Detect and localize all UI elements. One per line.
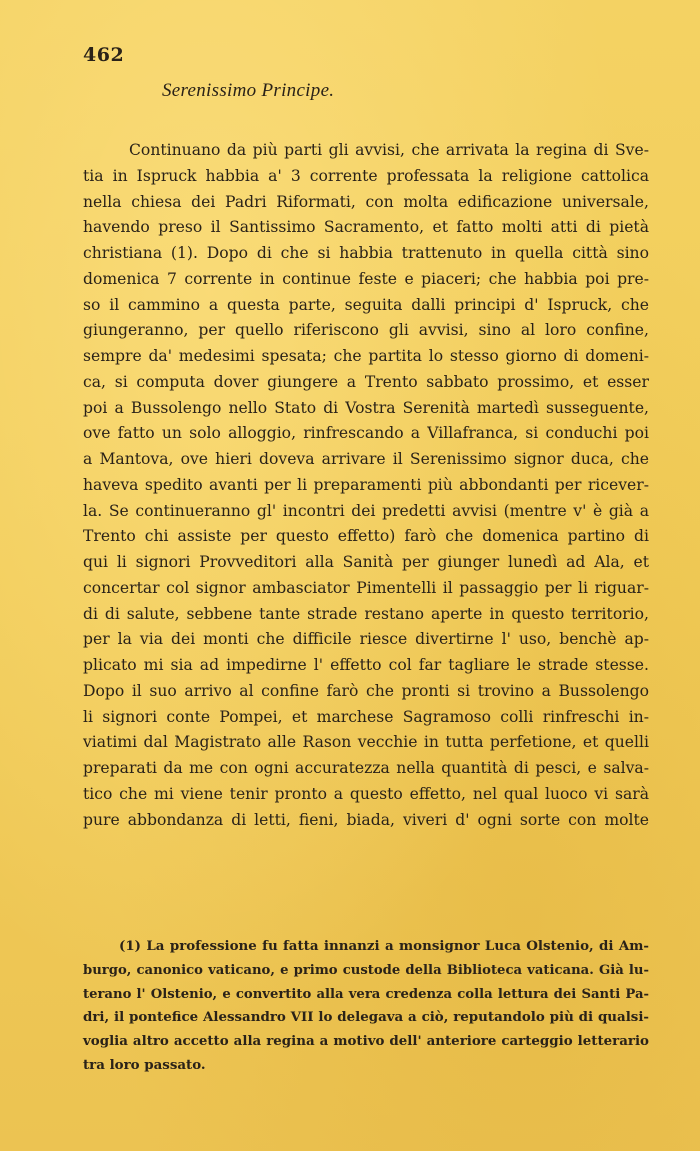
footnote-line: terano l' Olstenio, e convertito alla vera credenza colla lettura dei Santi Pa- [83,986,649,1002]
footnote-line: (1) La professione fu fatta innanzi a monsignor Luca Olstenio, di Am- [119,938,649,954]
body-line: qui li signori Provveditori alla Sanità per giunger lunedì ad Ala, et [83,553,649,571]
letter-salutation: Serenissimo Principe. [162,80,335,101]
body-line: poi a Bussolengo nello Stato di Vostra Serenità martedì susseguente, [83,398,649,417]
body-line: a Mantova, ove hieri doveva arrivare il Serenissimo signor duca, che [83,450,649,468]
body-line: Trento chi assiste per questo effetto) farò che domenica partino di [83,527,649,546]
body-line: plicato mi sia ad impedirne l' effetto col far tagliare le strade stesse. [83,656,649,674]
body-line: havendo preso il Santissimo Sacramento, et fatto molti atti di pietà [83,218,649,237]
body-line: tia in Ispruck habbia a' 3 corrente professata la religione cattolica [83,166,649,185]
body-line: Dopo il suo arrivo al confine farò che pronti si trovino a Bussolengo [83,681,649,700]
body-line: li signori conte Pompei, et marchese Sagramoso colli rinfreschi in- [83,707,649,726]
body-line: viatimi dal Magistrato alle Rason vecchie in tutta perfetione, et quelli [83,733,649,752]
body-line: christiana (1). Dopo di che si habbia trattenuto in quella città sino [83,244,649,262]
body-line: di di salute, sebbene tante strade restano aperte in questo territorio, [83,604,649,623]
body-line: la. Se continueranno gl' incontri dei predetti avvisi (mentre v' è già a [83,501,649,520]
footnote [83,935,649,1078]
body-line: tico che mi viene tenir pronto a questo effetto, nel qual luoco vi sarà [83,784,649,803]
body-line: giungeranno, per quello riferiscono gli avvisi, sino al loro confine, [83,321,649,340]
page-number: 462 [83,44,125,66]
footnote-line: burgo, canonico vaticano, e primo custode della Biblioteca vaticana. Già lu- [83,962,649,978]
body-line: domenica 7 corrente in continue feste e piaceri; che habbia poi pre- [83,269,649,288]
footnote-line: tra loro passato. [83,1056,206,1073]
body-line: ove fatto un solo alloggio, rinfrescando a Villafranca, si conduchi poi [83,424,649,443]
body-line: preparati da me con ogni accuratezza nella quantità di pesci, e salva- [83,759,649,777]
body-line: so il cammino a questa parte, seguita dalli principi d' Ispruck, che [83,295,649,314]
footnote-line: dri, il pontefice Alessandro VII lo delegava a ciò, reputandolo più di qualsi- [83,1009,649,1026]
body-line: sempre da' medesimi spesata; che partita lo stesso giorno di domeni- [83,347,649,365]
body-text [83,138,649,833]
footnote-line: voglia altro accetto alla regina a motivo dell' anteriore carteggio letterario [83,1033,649,1050]
body-line: Continuano da più parti gli avvisi, che arrivata la regina di Sve- [129,141,649,159]
body-line: concertar col signor ambasciator Pimentelli il passaggio per li riguar- [83,578,649,597]
body-line: pure abbondanza di letti, fieni, biada, viveri d' ogni sorte con molte [83,810,649,829]
body-line: haveva spedito avanti per li preparamenti più abbondanti per ricever- [83,475,649,494]
body-line: ca, si computa dover giungere a Trento sabbato prossimo, et esser [83,372,649,391]
body-line: per la via dei monti che difficile riesce divertirne l' uso, benchè ap- [83,630,649,649]
body-line: nella chiesa dei Padri Riformati, con molta edificazione universale, [83,192,649,211]
